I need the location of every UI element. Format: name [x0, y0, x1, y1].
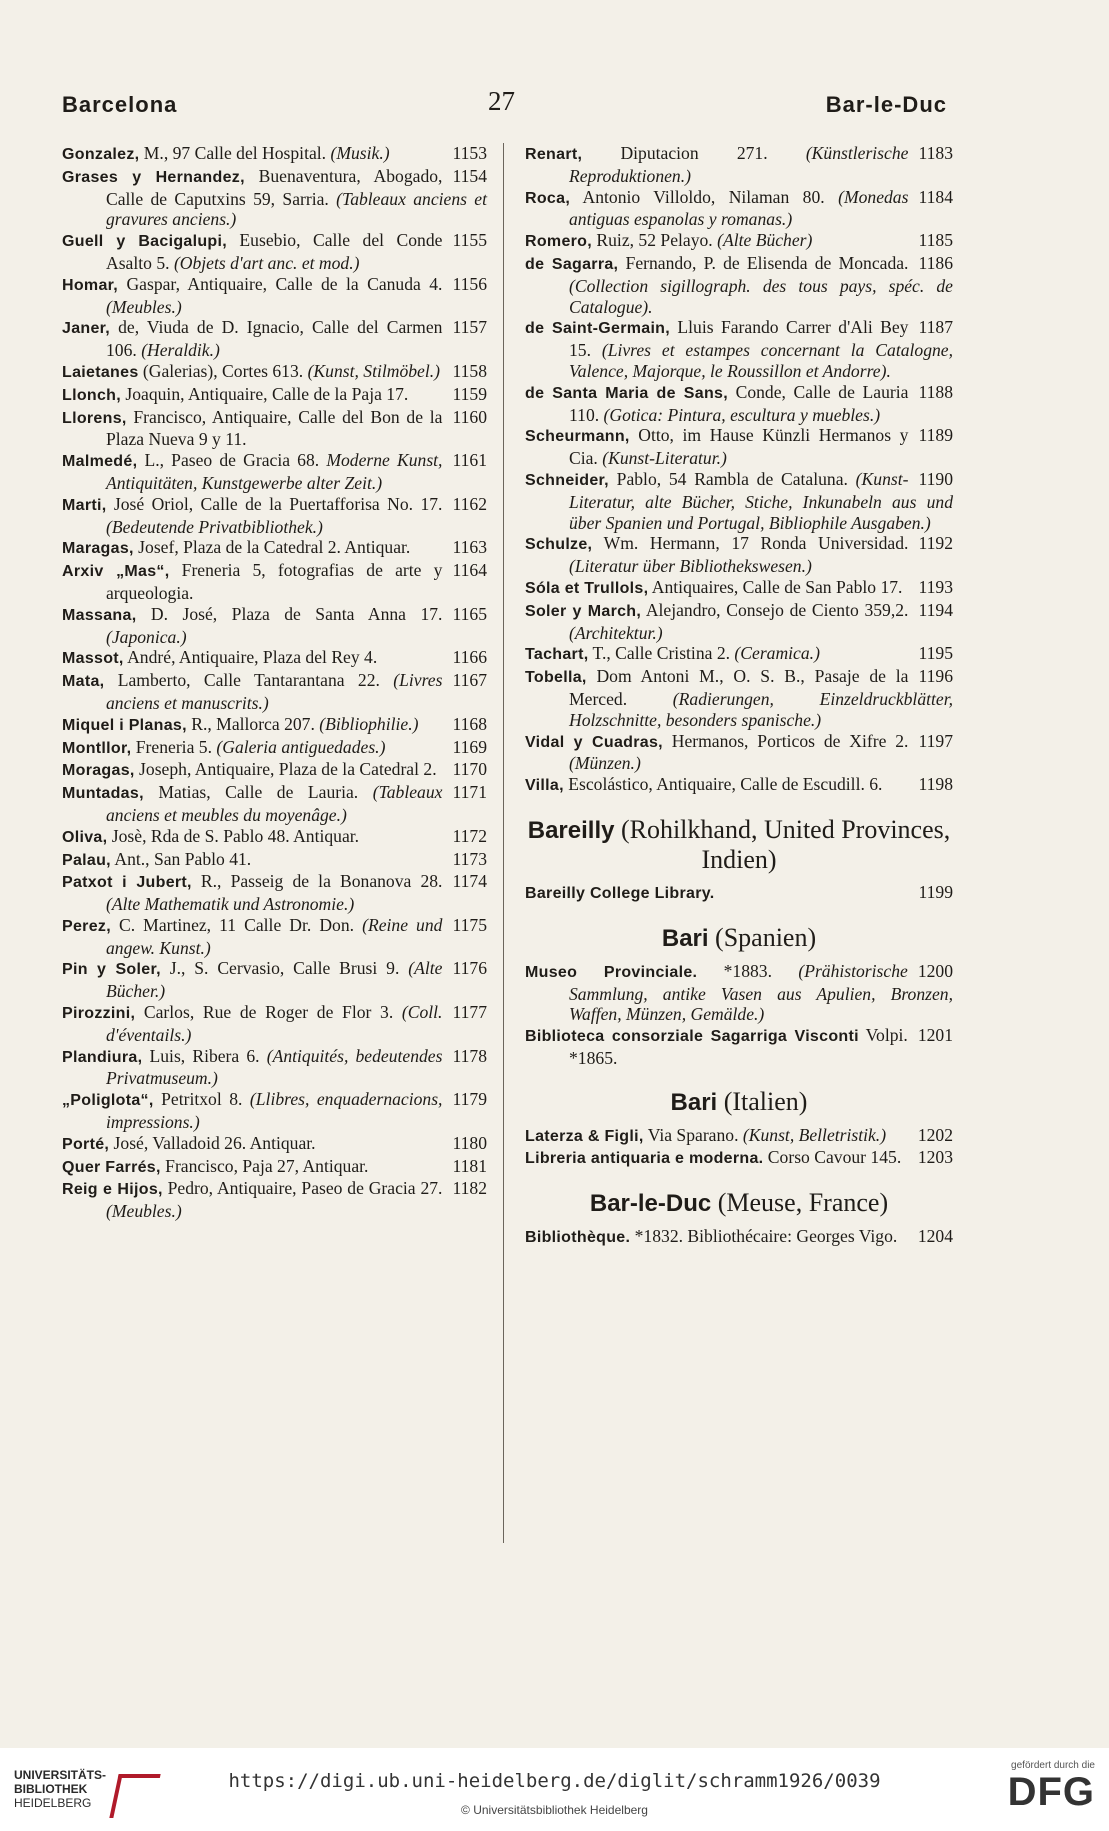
entry-address: (Galerias), Cortes 613.	[138, 360, 308, 381]
running-head	[62, 86, 947, 120]
entry-address: Eusebio, Calle del Conde Asalto 5.	[106, 230, 443, 273]
entry-description: (Prähistorische Sammlung, antike Vasen aus Apulien, Bronzen, Waffen, Münzen, Gemälde.)	[569, 960, 953, 1025]
entry-name: Muntadas,	[62, 785, 144, 803]
entry-description: (Ceramica.)	[734, 643, 820, 664]
directory-entry	[62, 826, 487, 849]
directory-entry	[62, 1133, 487, 1156]
directory-entry	[525, 1125, 953, 1148]
directory-entry	[62, 1046, 487, 1090]
entry-number: 1177	[452, 1002, 487, 1023]
entry-name: Montllor,	[62, 739, 132, 757]
entry-description: (Meubles.)	[106, 1201, 182, 1222]
entry-address: Hermanos, Porticos de Xifre 2.	[662, 730, 909, 751]
entry-address: R., Mallorca 207.	[186, 713, 320, 734]
entry-description: (Antiquités, bedeutendes Privatmuseum.)	[106, 1045, 443, 1089]
entry-address: José, Valladoid 26. Antiquar.	[109, 1132, 316, 1153]
entry-number: 1181	[452, 1155, 487, 1176]
entry-address: Buenaventura, Abogado, Calle de Caputxins 59, Sarria.	[106, 165, 443, 209]
entry-name: Schneider,	[525, 471, 609, 489]
entry-description: (Bibliophilie.)	[319, 713, 419, 734]
entry-description: (Radierungen, Einzeldruckblätter, Holzschnitte, besonders spanische.)	[569, 688, 953, 730]
entry-number: 1163	[452, 537, 487, 558]
entry-number: 1169	[452, 736, 487, 757]
entry-number: 1192	[918, 533, 953, 554]
entry-address: Lluis Farando Carrer d'Ali Bey 15.	[569, 317, 909, 361]
entry-number: 1175	[452, 914, 487, 935]
directory-entry	[525, 187, 953, 231]
entry-address: D. José, Plaza de Santa Anna 17.	[136, 603, 443, 624]
entry-name: Vidal y Cuadras,	[525, 733, 663, 751]
entry-number: 1190	[918, 468, 953, 489]
entry-address: M., 97 Calle del Hospital.	[139, 143, 331, 163]
entry-name: Perez,	[62, 917, 111, 935]
directory-entry	[525, 666, 953, 730]
entry-number: 1180	[452, 1132, 487, 1153]
entry-number: 1167	[452, 670, 487, 691]
directory-entry	[62, 714, 487, 737]
entry-number: 1162	[452, 493, 487, 514]
city-name: Bari	[661, 924, 709, 952]
entry-name: Porté,	[62, 1135, 110, 1153]
entry-number: 1165	[452, 603, 487, 624]
entry-number: 1170	[452, 759, 487, 780]
entry-address: Josè, Rda de S. Pablo 48. Antiquar.	[107, 825, 360, 846]
entry-number: 1195	[918, 643, 953, 664]
dfg-caption: gefördert durch die	[1011, 1760, 1095, 1771]
entry-address: José Oriol, Calle de la Puertafforisa No. 17.	[106, 493, 443, 514]
entry-address: Diputacion 271.	[582, 143, 806, 163]
entry-name: Libreria antiquaria e moderna.	[525, 1150, 764, 1168]
entry-name: Malmedé,	[62, 453, 138, 471]
entry-description: (Kunst-Literatur.)	[602, 448, 727, 469]
entry-number: 1158	[452, 360, 487, 381]
entry-name: Moragas,	[62, 762, 135, 780]
directory-entry	[525, 774, 953, 797]
directory-entry	[62, 230, 487, 274]
entry-name: Guell y Bacigalupi,	[62, 233, 227, 251]
entry-address: L., Paseo de Gracia 68.	[137, 450, 327, 471]
entry-name: Soler y March,	[525, 602, 642, 620]
entry-address: Luis, Ribera 6.	[142, 1045, 267, 1066]
entry-number: 1198	[918, 774, 953, 795]
directory-entry	[62, 871, 487, 915]
entry-number: 1204	[917, 1226, 953, 1247]
left-column	[62, 143, 487, 1222]
entry-name: de Sagarra,	[525, 255, 619, 273]
directory-entry	[525, 600, 953, 644]
entry-name: Marti,	[62, 496, 107, 514]
city-sections	[525, 815, 953, 1249]
entry-address: T., Calle Cristina 2.	[588, 643, 735, 664]
entry-description: (Münzen.)	[569, 753, 641, 774]
dfg-logo[interactable]	[995, 1760, 1095, 1813]
entry-description: (Reine und angew. Kunst.)	[106, 914, 443, 958]
entry-name: Romero,	[525, 233, 592, 251]
entry-address: Joseph, Antiquaire, Plaza de la Catedral 2.	[134, 759, 437, 780]
entry-address: Pablo, 54 Rambla de Cataluna.	[608, 468, 856, 489]
directory-entry	[62, 450, 487, 494]
directory-entry	[62, 915, 487, 959]
entry-name: Oliva,	[62, 828, 108, 846]
entry-number: 1185	[918, 230, 953, 251]
entry-address: Francisco, Antiquaire, Calle del Bon de la Plaza Nueva 9 y 11.	[106, 406, 443, 450]
entry-name: Arxiv „Mas“,	[62, 563, 170, 581]
entry-description: (Japonica.)	[106, 626, 187, 647]
entry-name: Grases y Hernandez,	[62, 168, 245, 186]
entry-description: (Literatur über Bibliothekswesen.)	[569, 556, 812, 577]
entry-address: Dom Antoni M., O. S. B., Pasaje de la Merced.	[569, 666, 909, 709]
entry-name: Miquel i Planas,	[62, 716, 187, 734]
entry-name: de Saint-Germain,	[525, 320, 671, 338]
directory-entry	[525, 533, 953, 577]
logo-line-3: HEIDELBERG	[14, 1796, 92, 1810]
directory-entry	[62, 274, 487, 318]
copyright-notice: © Universitätsbibliothek Heidelberg	[461, 1803, 648, 1817]
directory-entry	[62, 560, 487, 604]
entry-description: (Tableaux anciens et meubles du moyenâge.)	[106, 782, 443, 825]
entry-address: Freneria 5.	[131, 736, 217, 757]
entry-number: 1155	[452, 230, 487, 251]
entry-number: 1156	[452, 273, 487, 294]
entry-name: Villa,	[525, 777, 564, 795]
entry-address: Alejandro, Consejo de Ciento 359,2.	[641, 599, 909, 620]
directory-entry	[62, 494, 487, 538]
right-column	[525, 143, 953, 1249]
entry-name: Plandiura,	[62, 1048, 143, 1066]
city-region: (Italien)	[717, 1086, 808, 1116]
directory-entry	[525, 643, 953, 666]
entry-description: (Bedeutende Privatbibliothek.)	[106, 516, 323, 537]
entry-name: Laietanes	[62, 363, 139, 381]
entry-description: (Architektur.)	[569, 622, 663, 643]
entry-description: (Kunst-Literatur, alte Bücher, Stiche, Inkunabeln aus und über Spanien und Portugal, Bibliophile Ausgaben.)	[569, 468, 953, 533]
entry-name: Mata,	[62, 673, 105, 691]
entry-description: (Musik.)	[330, 143, 390, 163]
entry-number: 1166	[452, 647, 487, 668]
entry-address: Fernando, P. de Elisenda de Moncada.	[618, 252, 909, 273]
entry-number: 1178	[452, 1045, 487, 1066]
entry-address: Antiquaires, Calle de San Pablo 17.	[648, 576, 903, 597]
city-region: (Rohilkhand, United Provinces, Indien)	[614, 814, 951, 874]
entry-address: André, Antiquaire, Plaza del Rey 4.	[123, 647, 378, 668]
entry-description: (Llibres, enquadernacions, impressions.)	[106, 1089, 443, 1133]
logo-line-2: BIBLIOTHEK	[14, 1782, 88, 1796]
entry-name: Homar,	[62, 276, 119, 294]
entry-address: Ruiz, 52 Pelayo.	[592, 230, 718, 251]
entry-address: R., Passeig de la Bonanova 28.	[191, 871, 443, 892]
entry-number: 1173	[452, 848, 487, 869]
city-name: Bari	[670, 1088, 718, 1116]
dfg-wordmark: DFG	[1007, 1770, 1095, 1814]
entry-name: Tobella,	[525, 669, 587, 687]
city-heading	[525, 815, 953, 874]
entry-number: 1203	[917, 1147, 953, 1168]
entry-description: (Monedas antiguas espanolas y romanas.)	[569, 186, 909, 230]
entry-address: Conde, Calle de Lauria 110.	[569, 381, 909, 425]
directory-entry	[525, 1226, 953, 1249]
entry-name: Sóla et Trullols,	[525, 579, 649, 597]
entry-number: 1157	[452, 317, 487, 338]
entry-address: Joaquin, Antiquaire, Calle de la Paja 17.	[120, 383, 409, 404]
entry-description: (Kunst, Belletristik.)	[742, 1124, 887, 1145]
directory-entry	[62, 670, 487, 714]
entry-number: 1201	[917, 1025, 953, 1046]
entry-number: 1184	[918, 186, 953, 207]
entry-description: (Coll. d'éventails.)	[106, 1002, 443, 1045]
entry-name: Palau,	[62, 851, 111, 869]
entry-number: 1174	[452, 871, 487, 892]
entry-description: (Livres et estampes concernant la Catalogne, Valence, Majorque, le Roussillon et Andorre).	[569, 340, 953, 381]
entry-address: Matias, Calle de Lauria.	[143, 782, 373, 803]
city-region: (Meuse, France)	[711, 1188, 889, 1218]
entry-number: 1189	[918, 425, 953, 446]
directory-entry	[525, 230, 953, 253]
directory-entry	[62, 143, 487, 166]
city-region: (Spanien)	[708, 922, 817, 952]
entry-name: Roca,	[525, 189, 571, 207]
entry-name: Biblioteca consorziale Sagarriga Visconti	[525, 1028, 859, 1046]
entry-description: (Kunst, Stilmöbel.)	[307, 360, 441, 381]
city-heading	[525, 1087, 953, 1117]
entry-number: 1172	[452, 825, 487, 846]
page-number: 27	[488, 86, 515, 116]
city-name: Bar-le-Duc	[589, 1190, 712, 1218]
directory-entry	[525, 317, 953, 381]
directory-entry	[62, 604, 487, 648]
directory-entry	[62, 782, 487, 826]
entry-number: 1161	[452, 450, 487, 471]
directory-entry	[62, 737, 487, 760]
entry-address: Antonio Villoldo, Nilaman 80.	[570, 186, 839, 207]
directory-entry	[525, 143, 953, 187]
directory-entry	[62, 384, 487, 407]
entry-number: 1182	[452, 1178, 487, 1199]
entry-name: Massana,	[62, 606, 137, 624]
directory-entry	[525, 961, 953, 1025]
directory-entry	[525, 253, 953, 317]
entry-number: 1160	[452, 406, 487, 427]
entry-address: Carlos, Rue de Roger de Flor 3.	[135, 1002, 402, 1023]
entry-address: Via Sparano.	[643, 1124, 743, 1145]
entry-address: Francisco, Paja 27, Antiquar.	[160, 1155, 369, 1176]
entry-number: 1176	[452, 958, 487, 979]
directory-entry	[525, 731, 953, 775]
footer-bar	[0, 1748, 1109, 1831]
entry-name: Patxot i Jubert,	[62, 874, 192, 892]
entry-description: (Alte Bücher.)	[106, 958, 443, 1002]
directory-entry	[62, 361, 487, 384]
directory-entry	[62, 537, 487, 560]
entry-number: 1159	[452, 383, 487, 404]
entry-description: (Meubles.)	[106, 296, 182, 317]
barcelona-continuation	[525, 143, 953, 797]
entry-name: Massot,	[62, 650, 124, 668]
entry-address: Corso Cavour 145.	[763, 1147, 902, 1168]
entry-description: Moderne Kunst, Antiquitäten, Kunstgewerbe alter Zeit.)	[106, 450, 443, 493]
entry-number: 1200	[917, 960, 953, 981]
entry-number: 1188	[918, 381, 953, 402]
permalink-url[interactable]: https://digi.ub.uni-heidelberg.de/diglit/schramm1926/0039	[228, 1770, 881, 1792]
entry-number: 1179	[452, 1089, 487, 1110]
entry-address: *1832. Bibliothécaire: Georges Vigo.	[630, 1226, 898, 1247]
entry-name: de Santa Maria de Sans,	[525, 384, 728, 402]
directory-entry	[62, 1089, 487, 1133]
entry-number: 1164	[452, 560, 487, 581]
entry-name: Reig e Hijos,	[62, 1181, 163, 1199]
entry-address: Escolástico, Antiquaire, Calle de Escudill. 6.	[563, 774, 883, 795]
entry-address: *1883.	[697, 960, 799, 981]
directory-entry	[62, 958, 487, 1002]
entry-description: (Alte Mathematik und Astronomie.)	[106, 894, 355, 915]
entry-name: Museo Provinciale.	[525, 963, 698, 981]
entry-number: 1197	[918, 730, 953, 751]
directory-entry	[62, 1156, 487, 1179]
entry-address: J., S. Cervasio, Calle Brusi 9.	[160, 958, 409, 979]
entry-address: Wm. Hermann, 17 Ronda Universidad.	[592, 533, 909, 554]
entry-name: Bibliothèque.	[525, 1229, 631, 1247]
entry-description: (Objets d'art anc. et mod.)	[173, 252, 360, 273]
entry-number: 1199	[918, 881, 953, 902]
entry-name: Janer,	[62, 320, 111, 338]
running-head-left: Barcelona	[62, 92, 178, 117]
entry-number: 1186	[918, 252, 953, 273]
entry-name: Schulze,	[525, 536, 593, 554]
entry-address: Otto, im Hause Künzli Hermanos y Cia.	[569, 425, 909, 469]
entry-name: Pirozzini,	[62, 1005, 136, 1023]
entry-number: 1154	[452, 165, 487, 186]
entry-name: Llonch,	[62, 386, 121, 404]
city-heading	[525, 923, 953, 953]
entry-name: Bareilly College Library.	[525, 884, 715, 902]
directory-entry	[525, 425, 953, 469]
directory-entry	[62, 1178, 487, 1222]
directory-entry	[62, 849, 487, 872]
entry-name: Scheurmann,	[525, 428, 630, 446]
entry-description: (Galeria antiguedades.)	[216, 736, 386, 757]
entry-name: Maragas,	[62, 540, 134, 558]
entry-address: Lamberto, Calle Tantarantana 22.	[104, 670, 394, 691]
directory-entry	[62, 1002, 487, 1046]
city-heading	[525, 1188, 953, 1218]
entry-address: C. Martinez, 11 Calle Dr. Don.	[110, 914, 363, 935]
entry-description: (Künstlerische Reproduktionen.)	[569, 143, 909, 186]
entry-number: 1196	[918, 666, 953, 687]
entry-number: 1153	[452, 143, 487, 163]
directory-entry	[525, 1147, 953, 1170]
directory-entry	[525, 882, 953, 905]
directory-entry	[62, 317, 487, 361]
entry-address: Ant., San Pablo 41.	[110, 848, 252, 869]
entry-description: (Heraldik.)	[141, 340, 220, 361]
entry-description: (Collection sigillograph. des tous pays, spéc. de Catalogue).	[569, 275, 953, 317]
entry-number: 1183	[918, 143, 953, 163]
entry-description: (Gotica: Pintura, escultura y muebles.)	[603, 404, 881, 425]
directory-entry	[525, 1025, 953, 1069]
directory-entry	[62, 759, 487, 782]
column-divider	[503, 143, 504, 1543]
entry-name: Llorens,	[62, 409, 127, 427]
directory-entry	[525, 382, 953, 426]
entry-address: Gaspar, Antiquaire, Calle de la Canuda 4.	[118, 273, 443, 294]
entry-address: Volpi. *1865.	[569, 1025, 908, 1068]
directory-entry	[62, 166, 487, 230]
entry-name: Renart,	[525, 146, 583, 163]
directory-entry	[525, 577, 953, 600]
entry-address: de, Viuda de D. Ignacio, Calle del Carmen 106.	[106, 317, 443, 361]
entry-address: Freneria 5, fotografias de arte y arqueologia.	[106, 560, 443, 603]
entry-number: 1187	[918, 317, 953, 338]
entry-description: (Alte Bücher)	[717, 230, 813, 251]
directory-entry	[62, 647, 487, 670]
entry-name: Laterza & Figli,	[525, 1127, 644, 1145]
entry-name: Pin y Soler,	[62, 961, 161, 979]
entry-number: 1168	[452, 713, 487, 734]
directory-entry	[525, 469, 953, 533]
entry-number: 1193	[918, 576, 953, 597]
entry-address: Josef, Plaza de la Catedral 2. Antiquar.	[133, 537, 411, 558]
directory-entry	[62, 407, 487, 451]
entry-name: Quer Farrés,	[62, 1158, 161, 1176]
entry-number: 1171	[452, 782, 487, 803]
entry-name: „Poliglota“,	[62, 1092, 154, 1110]
entry-address: Petritxol 8.	[153, 1089, 250, 1110]
entry-name: Tachart,	[525, 646, 589, 664]
running-head-right: Bar-le-Duc	[825, 92, 947, 117]
city-name: Bareilly	[527, 816, 615, 844]
entry-number: 1202	[917, 1124, 953, 1145]
entry-name: Gonzalez,	[62, 146, 140, 163]
entry-address: Pedro, Antiquaire, Paseo de Gracia 27.	[162, 1178, 443, 1199]
entry-description: (Tableaux anciens et gravures anciens.)	[106, 188, 488, 230]
logo-line-1: UNIVERSITÄTS-	[14, 1768, 107, 1782]
entry-number: 1194	[918, 599, 953, 620]
entry-description: (Livres anciens et manuscrits.)	[106, 670, 443, 713]
